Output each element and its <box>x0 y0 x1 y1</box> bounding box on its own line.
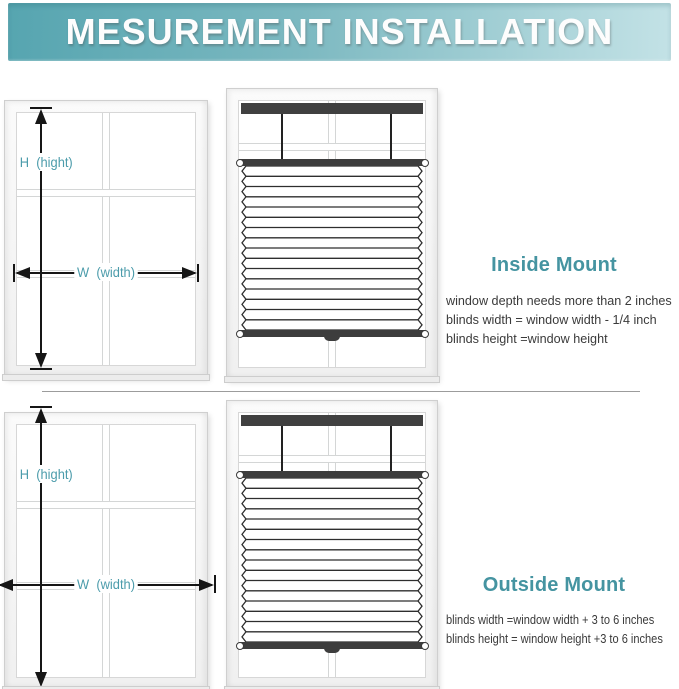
window-mullion-horizontal <box>239 455 425 463</box>
window-pane <box>16 112 196 366</box>
blind-handle <box>324 336 340 341</box>
pleated-shade <box>241 166 423 330</box>
window-sill <box>224 376 440 383</box>
blind-cord <box>390 114 392 160</box>
instruction-line: blinds width =window width + 3 to 6 inches <box>446 612 655 627</box>
inside-mount-heading: Inside Mount <box>491 254 617 276</box>
height-label: H (hight) <box>17 153 75 171</box>
pleated-shade <box>241 478 423 642</box>
instruction-line: window depth needs more than 2 inches <box>446 293 672 308</box>
window-mullion-horizontal <box>17 189 195 197</box>
blind-top-rail <box>238 159 426 166</box>
measure-window-inside <box>4 100 208 378</box>
section-divider <box>42 391 640 392</box>
rail-end-cap <box>421 471 429 479</box>
width-label: W (width) <box>74 575 137 593</box>
blind-handle <box>324 648 340 653</box>
header-banner <box>8 3 671 61</box>
rail-end-cap <box>421 330 429 338</box>
rail-end-cap <box>236 642 244 650</box>
instruction-line: blinds height =window height <box>446 331 608 346</box>
rail-end-cap <box>421 642 429 650</box>
window-mullion-horizontal <box>17 501 195 509</box>
height-label: H (hight) <box>17 465 75 483</box>
rail-end-cap <box>236 471 244 479</box>
outside-mount-instructions <box>446 610 679 648</box>
blind-top-rail <box>238 471 426 478</box>
inside-mount-instructions <box>446 291 679 348</box>
measure-window-outside <box>4 412 208 689</box>
window-pane <box>16 424 196 678</box>
instruction-line: blinds width = window width - 1/4 inch <box>446 312 657 327</box>
page-title: MESUREMENT INSTALLATION <box>65 11 614 52</box>
rail-end-cap <box>236 159 244 167</box>
outside-mount-heading: Outside Mount <box>482 574 626 596</box>
blind-cord <box>281 114 283 160</box>
valance-bar <box>241 415 423 426</box>
rail-end-cap <box>236 330 244 338</box>
rail-end-cap <box>421 159 429 167</box>
window-mullion-horizontal <box>239 143 425 151</box>
inside-mount-section <box>0 80 679 390</box>
width-label: W (width) <box>74 263 137 281</box>
blinds-window-outside <box>226 400 438 689</box>
window-mullion-vertical <box>102 425 110 677</box>
valance-bar <box>241 103 423 114</box>
outside-mount-section <box>0 400 679 689</box>
window-mullion-vertical <box>102 113 110 365</box>
window-sill <box>2 374 210 381</box>
blinds-window-inside <box>226 88 438 380</box>
blind-cord <box>390 426 392 472</box>
blind-cord <box>281 426 283 472</box>
instruction-line: blinds height = window height +3 to 6 inches <box>446 631 663 646</box>
